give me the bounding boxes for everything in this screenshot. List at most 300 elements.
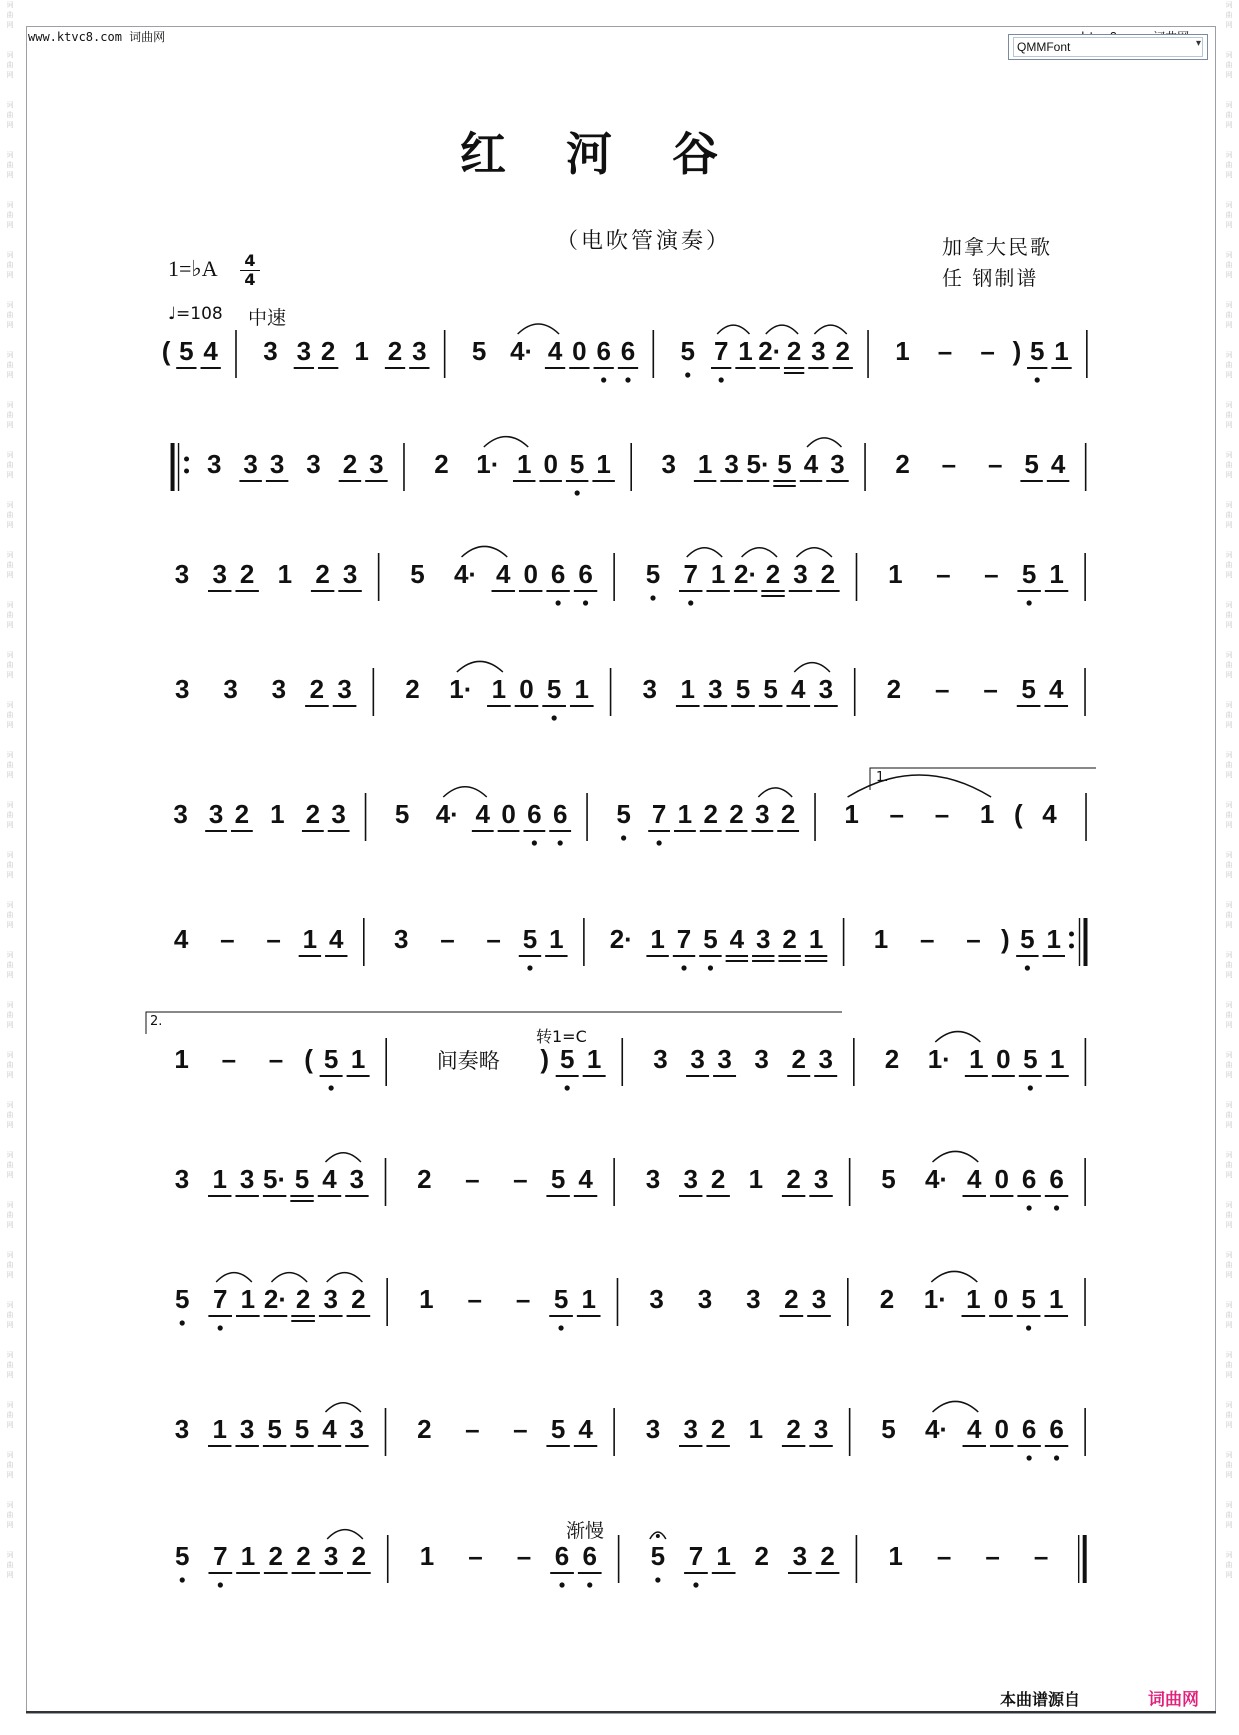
note: 5 xyxy=(1029,336,1045,366)
note: 2 xyxy=(729,799,744,829)
low-octave-dot xyxy=(552,715,557,720)
note: 5 xyxy=(1021,674,1036,704)
low-octave-dot xyxy=(180,1320,185,1325)
note: 6 xyxy=(1021,1414,1037,1444)
tie-slur xyxy=(484,437,528,447)
note: 1 xyxy=(240,1541,256,1571)
note: – xyxy=(486,924,501,954)
low-octave-dot xyxy=(601,377,606,382)
note: 3 xyxy=(755,799,770,829)
note: 2 xyxy=(786,1164,801,1194)
left-edge-watermark: 词 曲 网 词 曲 网 词 曲 网 词 曲 网 词 曲 网 词 曲 网 词 曲 网 词 曲 网 词 曲 网 词 曲 网 词 曲 网 词 曲 网 词 曲 网 词 曲 网 词 曲 网 词 曲 网 词 曲 网 词 曲 网 词 曲 网 词 曲 网 词 曲 网 词 曲 网 词 曲 网 词 曲 网 词 曲 网 词 曲 网 词 曲 网 词 曲 网 词 曲 网 词 曲 网 词 曲 网 词 曲 网 xyxy=(6,1,14,1579)
note: 4 xyxy=(967,1414,982,1444)
note: 1 xyxy=(677,799,693,829)
watermark-left: www.ktvc8.com 词曲网 xyxy=(28,30,166,44)
note: 4 xyxy=(322,1414,337,1444)
low-octave-dot xyxy=(1025,965,1030,970)
note: – xyxy=(980,336,995,366)
tie-slur xyxy=(794,663,830,672)
note: – xyxy=(220,924,235,954)
note: 3 xyxy=(223,674,238,704)
note: – xyxy=(936,559,951,589)
low-octave-dot xyxy=(625,377,630,382)
note: 3 xyxy=(349,1164,365,1194)
note: 2 xyxy=(351,1541,367,1571)
note: – xyxy=(515,1284,531,1314)
note: 6 xyxy=(582,1541,597,1571)
note: 4 xyxy=(203,336,218,366)
parenthesis: ) xyxy=(1001,924,1010,954)
tie-slur xyxy=(742,548,777,557)
note: 7 xyxy=(212,1284,228,1314)
note: 6 xyxy=(554,1541,570,1571)
note: 3 xyxy=(369,449,384,479)
note: 5 xyxy=(175,1541,190,1571)
note: 5 xyxy=(471,336,487,366)
tie-slur xyxy=(327,1273,363,1282)
note: 3 xyxy=(649,1284,664,1314)
interlude-text: 间奏略 xyxy=(436,1049,500,1073)
note: – xyxy=(966,924,981,954)
tie-slur xyxy=(717,325,749,334)
tie-slur xyxy=(807,438,841,447)
tie-slur xyxy=(931,1271,977,1282)
note: 1 xyxy=(680,674,695,704)
note: 1· xyxy=(927,1044,951,1074)
note: 1 xyxy=(888,1541,903,1571)
note: 3 xyxy=(208,799,224,829)
note: 4 xyxy=(1042,799,1057,829)
volta-1-bracket xyxy=(870,768,1096,790)
note: – xyxy=(983,674,998,704)
note: 2 xyxy=(239,559,255,589)
low-octave-dot xyxy=(575,490,580,495)
note: 1 xyxy=(354,336,369,366)
note: 5 xyxy=(294,1414,310,1444)
note: 1 xyxy=(966,1284,981,1314)
note: 2 xyxy=(268,1541,283,1571)
note: 0 xyxy=(501,799,516,829)
note: 2· xyxy=(609,924,633,954)
low-octave-dot xyxy=(565,1085,570,1090)
note: 3 xyxy=(349,1414,365,1444)
note: 3 xyxy=(173,799,188,829)
low-octave-dot xyxy=(719,377,724,382)
tempo-marking: ♩=108 xyxy=(168,304,223,324)
note: 3 xyxy=(239,1414,255,1444)
note: 2 xyxy=(765,559,781,589)
note: 2 xyxy=(710,1164,726,1194)
note: 2 xyxy=(417,1414,432,1444)
note: 3 xyxy=(174,1414,190,1444)
note: 5 xyxy=(410,559,425,589)
note: 0 xyxy=(994,1414,1009,1444)
repeat-dot xyxy=(184,469,189,474)
tie-slur xyxy=(796,548,831,557)
note: – xyxy=(934,674,950,704)
note: 2 xyxy=(387,336,403,366)
note: 4· xyxy=(924,1414,949,1444)
note: 2 xyxy=(780,799,796,829)
note: 4 xyxy=(967,1164,982,1194)
note: 3 xyxy=(813,1164,829,1194)
note: 5 xyxy=(550,1164,566,1194)
note: 5 xyxy=(294,1164,310,1194)
low-octave-dot xyxy=(1026,1325,1031,1330)
note: 3 xyxy=(708,674,723,704)
note: 4 xyxy=(1049,674,1064,704)
note: 1 xyxy=(1049,1284,1064,1314)
note: 0 xyxy=(572,336,587,366)
note: 5 xyxy=(616,799,631,829)
time-signature-top: 4 xyxy=(240,252,260,271)
font-dropdown-value: QMMFont xyxy=(1013,37,1203,57)
song-origin: 加拿大民歌 xyxy=(942,235,1052,259)
low-octave-dot xyxy=(693,1582,698,1587)
note: 5 xyxy=(569,449,585,479)
note: – xyxy=(221,1044,237,1074)
note: 3 xyxy=(269,449,285,479)
low-octave-dot xyxy=(558,840,563,845)
note: 0 xyxy=(993,1284,1009,1314)
low-octave-dot xyxy=(587,1582,592,1587)
note: 6 xyxy=(550,559,566,589)
note: 1 xyxy=(212,1164,227,1194)
note: 3 xyxy=(296,336,312,366)
note: 1· xyxy=(923,1284,947,1314)
note: 3 xyxy=(645,1164,661,1194)
note: 1 xyxy=(748,1414,764,1444)
note: 5 xyxy=(680,336,695,366)
note: 6 xyxy=(620,336,636,366)
note: 2 xyxy=(879,1284,895,1314)
note: 1 xyxy=(1046,924,1062,954)
note: 4 xyxy=(1050,449,1066,479)
tie-slur xyxy=(814,325,846,334)
note: 4 xyxy=(496,559,511,589)
repeat-dot xyxy=(1069,944,1074,949)
note: 5· xyxy=(746,449,770,479)
note: 5 xyxy=(1024,449,1039,479)
note: – xyxy=(919,924,935,954)
note: 7 xyxy=(683,559,698,589)
note: – xyxy=(465,1414,480,1444)
footer-brand-link[interactable]: 词曲网 xyxy=(1148,1690,1199,1710)
note: – xyxy=(468,1541,483,1571)
note: 2 xyxy=(835,336,850,366)
low-octave-dot xyxy=(532,840,537,845)
note: 1 xyxy=(581,1284,596,1314)
note: 4 xyxy=(578,1414,593,1444)
note: – xyxy=(516,1541,532,1571)
note: 2 xyxy=(820,559,836,589)
note: 2 xyxy=(710,1414,726,1444)
low-octave-dot xyxy=(1027,1205,1032,1210)
note: 5 xyxy=(323,1044,339,1074)
note: 5 xyxy=(546,674,562,704)
note: 4 xyxy=(475,799,490,829)
volta-2-bracket xyxy=(146,1012,842,1034)
note: 1 xyxy=(240,1284,256,1314)
volta-2-label: 2. xyxy=(150,1014,163,1029)
note: 2 xyxy=(315,559,330,589)
note: 5 xyxy=(881,1164,896,1194)
note: 1 xyxy=(844,799,859,829)
note: 3 xyxy=(661,449,676,479)
note: 1 xyxy=(895,336,910,366)
note: 4· xyxy=(510,336,534,366)
note: 4· xyxy=(453,559,478,589)
note: 1· xyxy=(449,674,473,704)
note: 1 xyxy=(748,1164,764,1194)
note: 1 xyxy=(888,559,903,589)
note: 3 xyxy=(645,1414,661,1444)
repeat-dot xyxy=(184,457,189,462)
note: 4 xyxy=(322,1164,337,1194)
note: 4 xyxy=(547,336,563,366)
tie-slur xyxy=(933,1151,979,1162)
note: 5 xyxy=(1020,924,1035,954)
note: 3 xyxy=(323,1541,339,1571)
note: 2 xyxy=(342,449,358,479)
note: 1 xyxy=(419,1284,434,1314)
note: – xyxy=(266,924,281,954)
note: 3 xyxy=(412,336,427,366)
note: 1 xyxy=(586,1044,602,1074)
note: 3 xyxy=(342,559,358,589)
note: 5 xyxy=(1021,559,1037,589)
note: 1 xyxy=(212,1414,227,1444)
low-octave-dot xyxy=(1054,1205,1059,1210)
note: 7 xyxy=(676,924,692,954)
note: 3 xyxy=(811,1284,827,1314)
note: 2 xyxy=(305,799,321,829)
note: 1 xyxy=(650,924,665,954)
note: 5 xyxy=(394,799,410,829)
low-octave-dot xyxy=(1027,1455,1032,1460)
performance-note: （电吹管演奏） xyxy=(556,229,732,254)
low-octave-dot xyxy=(685,372,690,377)
tie-slur xyxy=(271,1273,307,1282)
fermata-dot xyxy=(656,1534,660,1538)
note: 5 xyxy=(522,924,538,954)
note: 3 xyxy=(174,1164,190,1194)
note: 1 xyxy=(1049,559,1064,589)
tie-slur xyxy=(327,1530,363,1539)
tie-slur xyxy=(325,1153,360,1162)
note: 2 xyxy=(754,1541,769,1571)
modulation-mark: 转1=C xyxy=(536,1027,587,1046)
tie-slur xyxy=(848,775,991,797)
low-octave-dot xyxy=(218,1325,223,1330)
time-signature-bottom: 4 xyxy=(244,270,256,289)
note: 4 xyxy=(791,674,806,704)
note: 4· xyxy=(924,1164,949,1194)
ritardando-mark: 渐慢 xyxy=(566,1520,605,1542)
note: 1 xyxy=(697,449,713,479)
note: 1 xyxy=(270,799,285,829)
song-title: 红河谷 xyxy=(460,127,778,181)
note: – xyxy=(985,1541,1000,1571)
note: 7 xyxy=(713,336,729,366)
note: 2 xyxy=(884,1044,900,1074)
note: 5 xyxy=(881,1414,896,1444)
speed-marking: 中速 xyxy=(248,307,287,329)
note: 5 xyxy=(735,674,751,704)
note: 1 xyxy=(549,924,564,954)
note: 4· xyxy=(435,799,459,829)
note: 5· xyxy=(263,1164,287,1194)
note: 5 xyxy=(1023,1044,1038,1074)
note: 2· xyxy=(734,559,758,589)
note: – xyxy=(934,799,950,829)
low-octave-dot xyxy=(180,1577,185,1582)
low-octave-dot xyxy=(1054,1455,1059,1460)
note: 1 xyxy=(979,799,995,829)
note: 2 xyxy=(782,924,797,954)
note: 3 xyxy=(212,559,227,589)
note: 3 xyxy=(724,449,739,479)
note: – xyxy=(1033,1541,1049,1571)
note: 3 xyxy=(393,924,409,954)
footer-source-text: 本曲谱源自 xyxy=(1000,1690,1081,1709)
note: – xyxy=(936,1541,952,1571)
parenthesis: ( xyxy=(161,336,171,366)
note: 5 xyxy=(550,1414,566,1444)
note: 1· xyxy=(476,449,500,479)
note: 1 xyxy=(710,559,726,589)
note: 1 xyxy=(574,674,590,704)
note: – xyxy=(268,1044,284,1074)
note: 2 xyxy=(234,799,250,829)
note: 1 xyxy=(277,559,293,589)
low-octave-dot xyxy=(1035,377,1040,382)
note: – xyxy=(513,1414,528,1444)
tie-slur xyxy=(935,1032,980,1042)
note: 3 xyxy=(207,449,222,479)
tie-slur xyxy=(443,787,486,797)
note: 5 xyxy=(650,1541,666,1571)
note: – xyxy=(987,449,1003,479)
note: 3 xyxy=(239,1164,255,1194)
note: 1 xyxy=(174,1044,189,1074)
note: 5 xyxy=(174,1284,190,1314)
note: 1 xyxy=(1050,1044,1065,1074)
tie-slur xyxy=(687,548,722,557)
note: 1 xyxy=(302,924,318,954)
note: 2 xyxy=(786,1414,801,1444)
note: 2 xyxy=(791,1044,806,1074)
note: 3 xyxy=(754,1044,769,1074)
note: 1 xyxy=(873,924,889,954)
note: 2 xyxy=(703,799,718,829)
note: 3 xyxy=(811,336,826,366)
note: 0 xyxy=(519,674,534,704)
low-octave-dot xyxy=(583,600,588,605)
low-octave-dot xyxy=(559,1582,564,1587)
note: 3 xyxy=(818,1044,833,1074)
note: 3 xyxy=(174,674,190,704)
chevron-down-icon[interactable]: ▾ xyxy=(1195,38,1201,49)
note: 3 xyxy=(683,1414,698,1444)
parenthesis: ) xyxy=(540,1044,550,1074)
note: – xyxy=(889,799,904,829)
note: 0 xyxy=(543,449,558,479)
parenthesis: ( xyxy=(304,1044,313,1074)
note: 3 xyxy=(271,674,287,704)
note: 2 xyxy=(405,674,420,704)
note: 1 xyxy=(969,1044,984,1074)
tie-slur xyxy=(766,325,798,334)
note: 2· xyxy=(263,1284,288,1314)
note: – xyxy=(467,1284,482,1314)
note: 3 xyxy=(683,1164,698,1194)
low-octave-dot xyxy=(657,840,662,845)
note: 2· xyxy=(758,336,782,366)
note: 7 xyxy=(688,1541,704,1571)
note: – xyxy=(440,924,455,954)
note: – xyxy=(465,1164,480,1194)
note: 3 xyxy=(690,1044,705,1074)
low-octave-dot xyxy=(329,1085,334,1090)
low-octave-dot xyxy=(650,595,655,600)
parenthesis: ) xyxy=(1012,336,1022,366)
key-signature: 1=♭A xyxy=(168,256,218,281)
note: 4 xyxy=(729,924,745,954)
note: 5 xyxy=(1021,1284,1036,1314)
note: 0 xyxy=(996,1044,1011,1074)
note: 5 xyxy=(559,1044,575,1074)
note: 2 xyxy=(351,1284,366,1314)
low-octave-dot xyxy=(621,835,626,840)
note: 4 xyxy=(329,924,344,954)
note: 3 xyxy=(717,1044,732,1074)
note: 2 xyxy=(784,1284,799,1314)
note: 2 xyxy=(786,336,802,366)
note: – xyxy=(937,336,953,366)
note: 1 xyxy=(1054,336,1069,366)
note: – xyxy=(513,1164,528,1194)
note: 3 xyxy=(243,449,258,479)
note: 4 xyxy=(173,924,189,954)
note: 6 xyxy=(527,799,542,829)
note: 3 xyxy=(746,1284,761,1314)
note: 6 xyxy=(1021,1164,1037,1194)
note: 2 xyxy=(417,1164,432,1194)
note: 3 xyxy=(793,559,808,589)
note: 3 xyxy=(323,1284,338,1314)
low-octave-dot xyxy=(556,600,561,605)
tie-slur xyxy=(758,788,792,797)
note: 3 xyxy=(642,674,657,704)
tie-slur xyxy=(216,1273,252,1282)
note: 2 xyxy=(820,1541,835,1571)
note: 3 xyxy=(174,559,190,589)
low-octave-dot xyxy=(527,965,532,970)
low-octave-dot xyxy=(688,600,693,605)
note: 1 xyxy=(491,674,507,704)
note: 3 xyxy=(306,449,321,479)
note: 6 xyxy=(1049,1414,1064,1444)
note: 3 xyxy=(337,674,352,704)
note: 2 xyxy=(296,1541,311,1571)
note: 3 xyxy=(756,924,771,954)
note: 3 xyxy=(653,1044,668,1074)
tie-slur xyxy=(457,661,503,672)
note: 5 xyxy=(179,336,194,366)
low-octave-dot xyxy=(681,965,686,970)
note: 3 xyxy=(818,674,834,704)
